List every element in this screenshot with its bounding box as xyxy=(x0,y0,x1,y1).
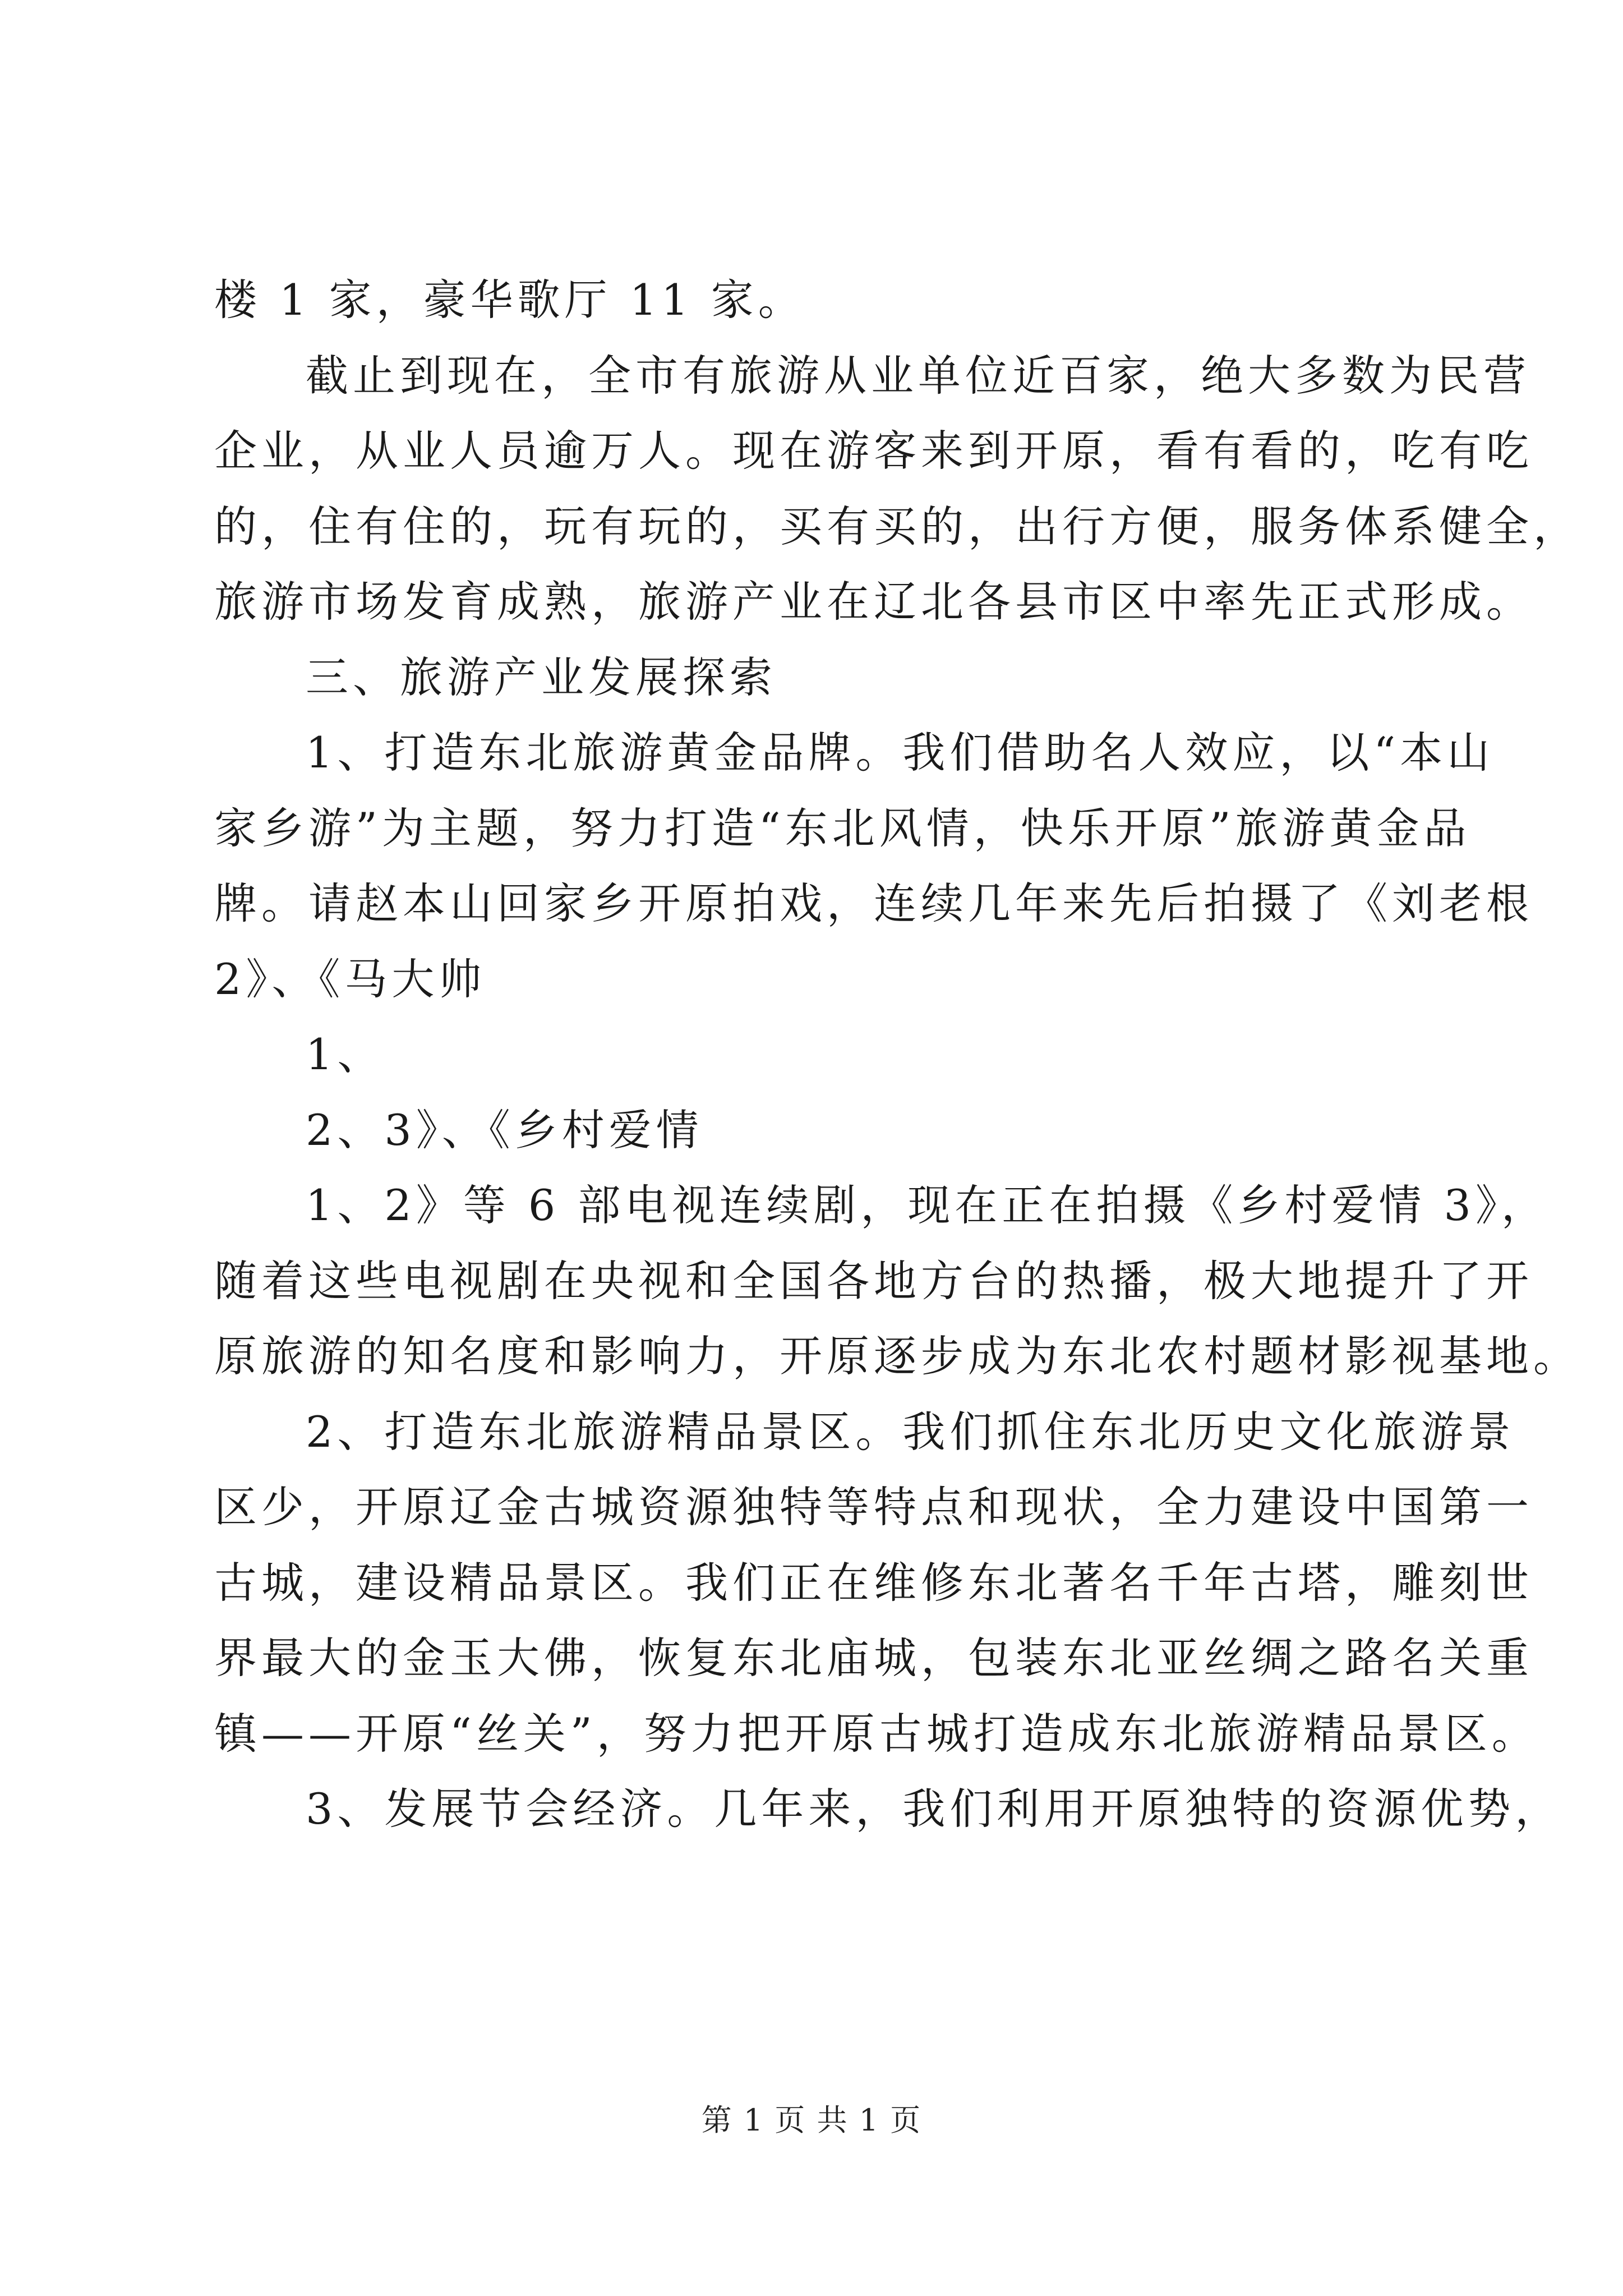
paragraph-start-line: 1、2》等 6 部电视连续剧，现在正在拍摄《乡村爱情 3》， xyxy=(306,1180,1548,1230)
text-line: 古城，建设精品景区。我们正在维修东北著名千年古塔，雕刻世 xyxy=(214,1557,1533,1608)
paragraph-start-line: 3、发展节会经济。几年来，我们利用开原独特的资源优势， xyxy=(306,1784,1562,1834)
paragraph-start-line: 1、打造东北旅游黄金品牌。我们借助名人效应，以“本山 xyxy=(306,728,1495,777)
paragraph-start-line: 截止到现在，全市有旅游从业单位近百家，绝大多数为民营 xyxy=(306,350,1530,401)
body-text xyxy=(214,263,1580,1847)
text-line: 企业，从业人员逾万人。现在游客来到开原，看有看的，吃有吃 xyxy=(214,426,1533,476)
paragraph-start-line: 1、 xyxy=(306,1029,385,1079)
text-line: 牌。请赵本山回家乡开原拍戏，连续几年来先后拍摄了《刘老根 xyxy=(214,878,1533,928)
text-line: 镇——开原“丝关”，努力把开原古城打造成东北旅游精品景区。 xyxy=(214,1708,1539,1759)
text-line: 界最大的金玉大佛，恢复东北庙城，包装东北亚丝绸之路名关重 xyxy=(214,1633,1533,1683)
text-line: 旅游市场发育成熟，旅游产业在辽北各县市区中率先正式形成。 xyxy=(214,577,1533,627)
text-line: 的，住有住的，玩有玩的，买有买的，出行方便，服务体系健全， xyxy=(214,501,1580,551)
section-heading: 三、旅游产业发展探索 xyxy=(306,652,777,702)
text-line: 楼 1 家，豪华歌厅 11 家。 xyxy=(214,275,805,325)
text-line: 区少，开原辽金古城资源独特等特点和现状，全力建设中国第一 xyxy=(214,1482,1533,1532)
text-line: 原旅游的知名度和影响力，开原逐步成为东北农村题材影视基地。 xyxy=(214,1331,1580,1381)
page-number-footer: 第 1 页 共 1 页 xyxy=(701,2102,922,2138)
text-line: 随着这些电视剧在央视和全国各地方台的热播，极大地提升了开 xyxy=(214,1255,1533,1306)
paragraph-start-line: 2、打造东北旅游精品景区。我们抓住东北历史文化旅游景 xyxy=(306,1406,1515,1457)
text-line: 家乡游”为主题，努力打造“东北风情，快乐开原”旅游黄金品 xyxy=(214,803,1471,853)
text-line: 2》、《马大帅 xyxy=(214,954,486,1004)
paragraph-start-line: 2、3》、《乡村爱情 xyxy=(306,1105,703,1155)
